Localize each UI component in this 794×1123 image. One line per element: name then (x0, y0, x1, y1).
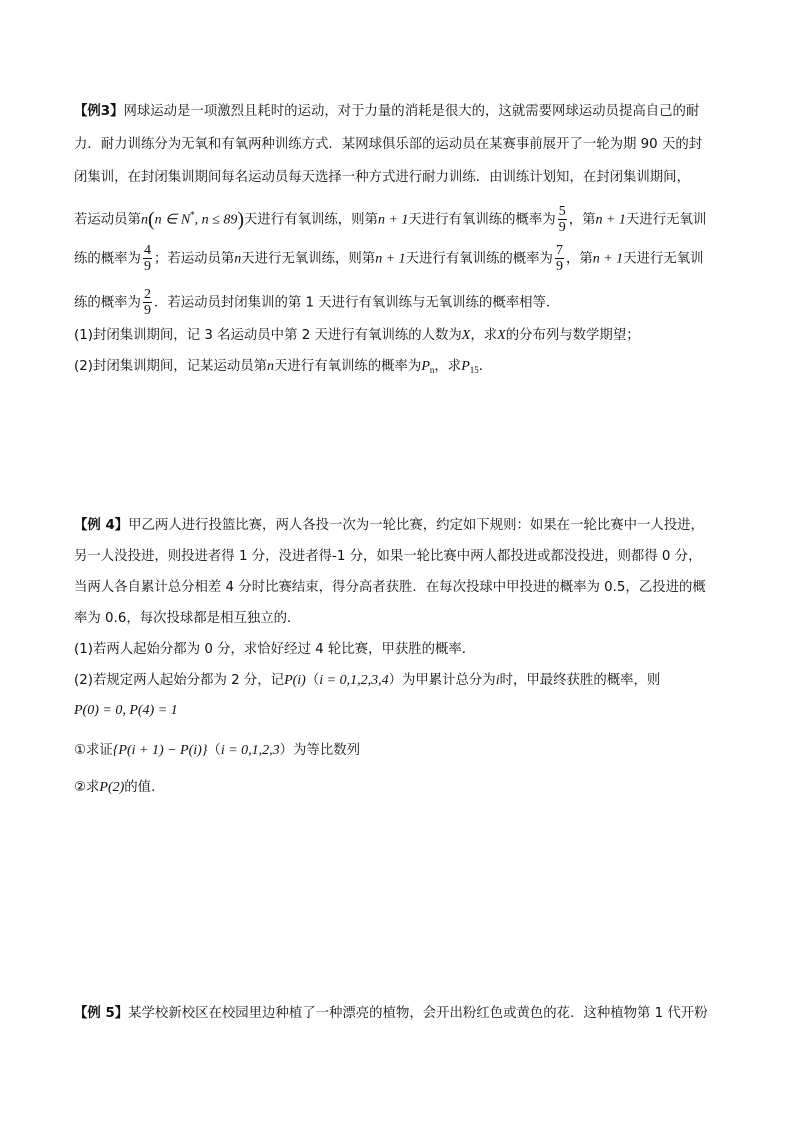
fraction-5-9 (558, 204, 567, 235)
math-X: X (497, 328, 506, 343)
math-boundary-values: P(0) = 0, P(4) = 1 (74, 703, 178, 718)
ex3-q2-text-b: 天进行有氧训练的概率为 (274, 359, 422, 374)
ex4-tag: 【例 4】 (74, 518, 129, 533)
ex3-line-1 (74, 102, 699, 122)
fraction-numerator: 4 (143, 243, 151, 258)
ex4-subquestion-1 (74, 741, 360, 761)
math-X: X (461, 328, 471, 343)
ex4-s1-text-a: ①求证 (74, 743, 113, 758)
ex3-line-2 (74, 135, 702, 155)
ex3-question-2 (74, 357, 492, 380)
math-i-range: i = 0,1,2,3,4 (319, 673, 389, 688)
math-i-range-2: i = 0,1,2,3 (220, 743, 280, 758)
ex4-q2-text-c: ）为甲累计总分为 (388, 673, 496, 688)
ex3-text-4b: 天进行有氧训练，则第 (244, 212, 378, 228)
ex3-question-1 (74, 326, 640, 346)
fraction-7-9 (555, 243, 564, 274)
ex3-q2-text-c: ，求 (434, 359, 462, 374)
ex5-text-1: 某学校新校区在校园里边种植了一种漂亮的植物，会开出粉红色或黄色的花．这种植物第 1 代开粉 (128, 1006, 708, 1021)
math-n: n (140, 212, 148, 228)
ex4-text-1: 甲乙两人进行投篮比赛，两人各投一次为一轮比赛，约定如下规则：如果在一轮比赛中一人投进， (128, 518, 704, 533)
ex3-line-5 (74, 243, 704, 274)
fraction-numerator: 2 (143, 287, 151, 302)
math-n-in-N: n ∈ N (154, 212, 191, 228)
math-i: i (495, 673, 500, 688)
ex3-text-5e: ，第 (565, 251, 593, 267)
ex3-text-4a: 若运动员第 (74, 212, 141, 228)
ex4-line-3 (74, 578, 706, 598)
ex3-q2-text-d: ． (478, 359, 493, 374)
ex4-question-2 (74, 671, 660, 691)
math-n-plus-1: n + 1 (375, 251, 406, 267)
ex3-text-5f: 天进行无氧训 (623, 251, 704, 267)
ex4-q2-text-b: （ (305, 673, 320, 688)
ex3-text-5d: 天进行有氧训练的概率为 (405, 251, 553, 267)
math-n-plus-1: n + 1 (592, 251, 624, 267)
fraction-numerator: 7 (555, 243, 563, 258)
math-n-plus-1: n + 1 (595, 212, 626, 228)
ex3-line-4 (74, 204, 706, 235)
fraction-denominator: 9 (143, 259, 151, 274)
ex3-text-4c: 天进行有氧训练的概率为 (408, 212, 556, 228)
ex4-question-1 (74, 640, 475, 660)
ex3-text-3: 闭集训，在封闭集训期间每名运动员每天选择一种方式进行耐力训练．由训练计划知，在封闭集训期间， (74, 170, 690, 185)
fraction-2-9 (143, 287, 152, 318)
ex3-line-6 (74, 287, 559, 318)
math-n: n (234, 251, 242, 267)
ex3-text-4d: ，第 (568, 212, 596, 228)
ex4-q2-text-d: 时，甲最终获胜的概率，则 (499, 673, 661, 688)
ex3-text-4e: 天进行无氧训 (625, 212, 707, 228)
ex3-text-5c: 天进行无氧训练，则第 (241, 251, 376, 267)
math-star: * (190, 210, 195, 221)
ex4-s1-text-c: ）为等比数列 (279, 743, 360, 758)
ex4-subquestion-2 (74, 778, 164, 798)
math-P-of-2: P(2) (99, 780, 125, 795)
ex5-tag: 【例 5】 (74, 1006, 129, 1021)
fraction-denominator: 9 (555, 259, 563, 274)
ex4-question-2-cont (74, 701, 178, 721)
ex4-line-4 (74, 609, 300, 629)
ex3-text-1: 网球运动是一项激烈且耗时的运动，对于力量的消耗是很大的，这就需要网球运动员提高自己的耐 (123, 104, 700, 119)
ex3-line-3 (74, 168, 690, 188)
fraction-4-9 (143, 243, 152, 274)
fraction-numerator: 5 (558, 204, 566, 219)
ex4-line-1 (74, 516, 704, 536)
ex4-s1-text-b: （ (207, 743, 221, 758)
math-n-le-89: , n ≤ 89 (194, 212, 238, 228)
paren-close: ) (237, 208, 245, 231)
ex3-text-2: 力．耐力训练分为无氧和有氧两种训练方式．某网球俱乐部的运动员在某赛事前展开了一轮为期 90 天的封 (74, 137, 703, 152)
fraction-denominator: 9 (143, 303, 151, 318)
ex4-q1-text: (1)若两人起始分都为 0 分，求恰好经过 4 轮比赛，甲获胜的概率． (74, 642, 476, 657)
ex3-tag: 【例3】 (74, 104, 124, 119)
ex3-text-5a: 练的概率为 (74, 251, 141, 267)
ex3-q1-text-c: 的分布列与数学期望； (505, 328, 640, 343)
math-n-plus-1: n + 1 (377, 212, 409, 228)
ex4-q2-text-a: (2)若规定两人起始分都为 2 分，记 (74, 673, 285, 688)
math-P: P (421, 359, 430, 374)
paren-open: ( (147, 208, 155, 231)
math-P-of-i: P(i) (284, 673, 306, 688)
math-difference-sequence: {P(i + 1) − P(i)} (112, 743, 208, 758)
ex4-text-3: 当两人各自累计总分相差 4 分时比赛结束，得分高者获胜．在每次投球中甲投进的概率为 0.5，乙投进的概 (74, 580, 706, 595)
ex5-line-1 (74, 1004, 708, 1024)
ex3-q1-text-b: ，求 (470, 328, 498, 343)
fraction-denominator: 9 (558, 220, 566, 235)
ex3-text-6b: ．若运动员封闭集训的第 1 天进行有氧训练与无氧训练的概率相等． (153, 295, 560, 311)
math-n: n (267, 359, 275, 374)
ex3-text-6a: 练的概率为 (74, 295, 141, 311)
ex3-text-5b: ；若运动员第 (153, 251, 235, 267)
ex4-s2-text-a: ②求 (74, 780, 100, 795)
ex3-q2-text-a: (2)封闭集训期间，记某运动员第 (74, 359, 268, 374)
ex4-line-2 (74, 547, 701, 567)
ex4-text-4: 率为 0.6，每次投球都是相互独立的． (74, 611, 301, 626)
ex3-q1-text-a: (1)封闭集训期间，记 3 名运动员中第 2 天进行有氧训练的人数为 (74, 328, 462, 343)
ex4-s2-text-b: 的值． (124, 780, 165, 795)
ex4-text-2: 另一人没投进，则投进者得 1 分，没进者得-1 分，如果一轮比赛中两人都投进或都没投进，则都得 0 分， (74, 549, 702, 564)
math-subscript-15: 15 (469, 365, 479, 375)
math-subscript-n: n (429, 365, 435, 375)
math-P: P (461, 359, 470, 374)
